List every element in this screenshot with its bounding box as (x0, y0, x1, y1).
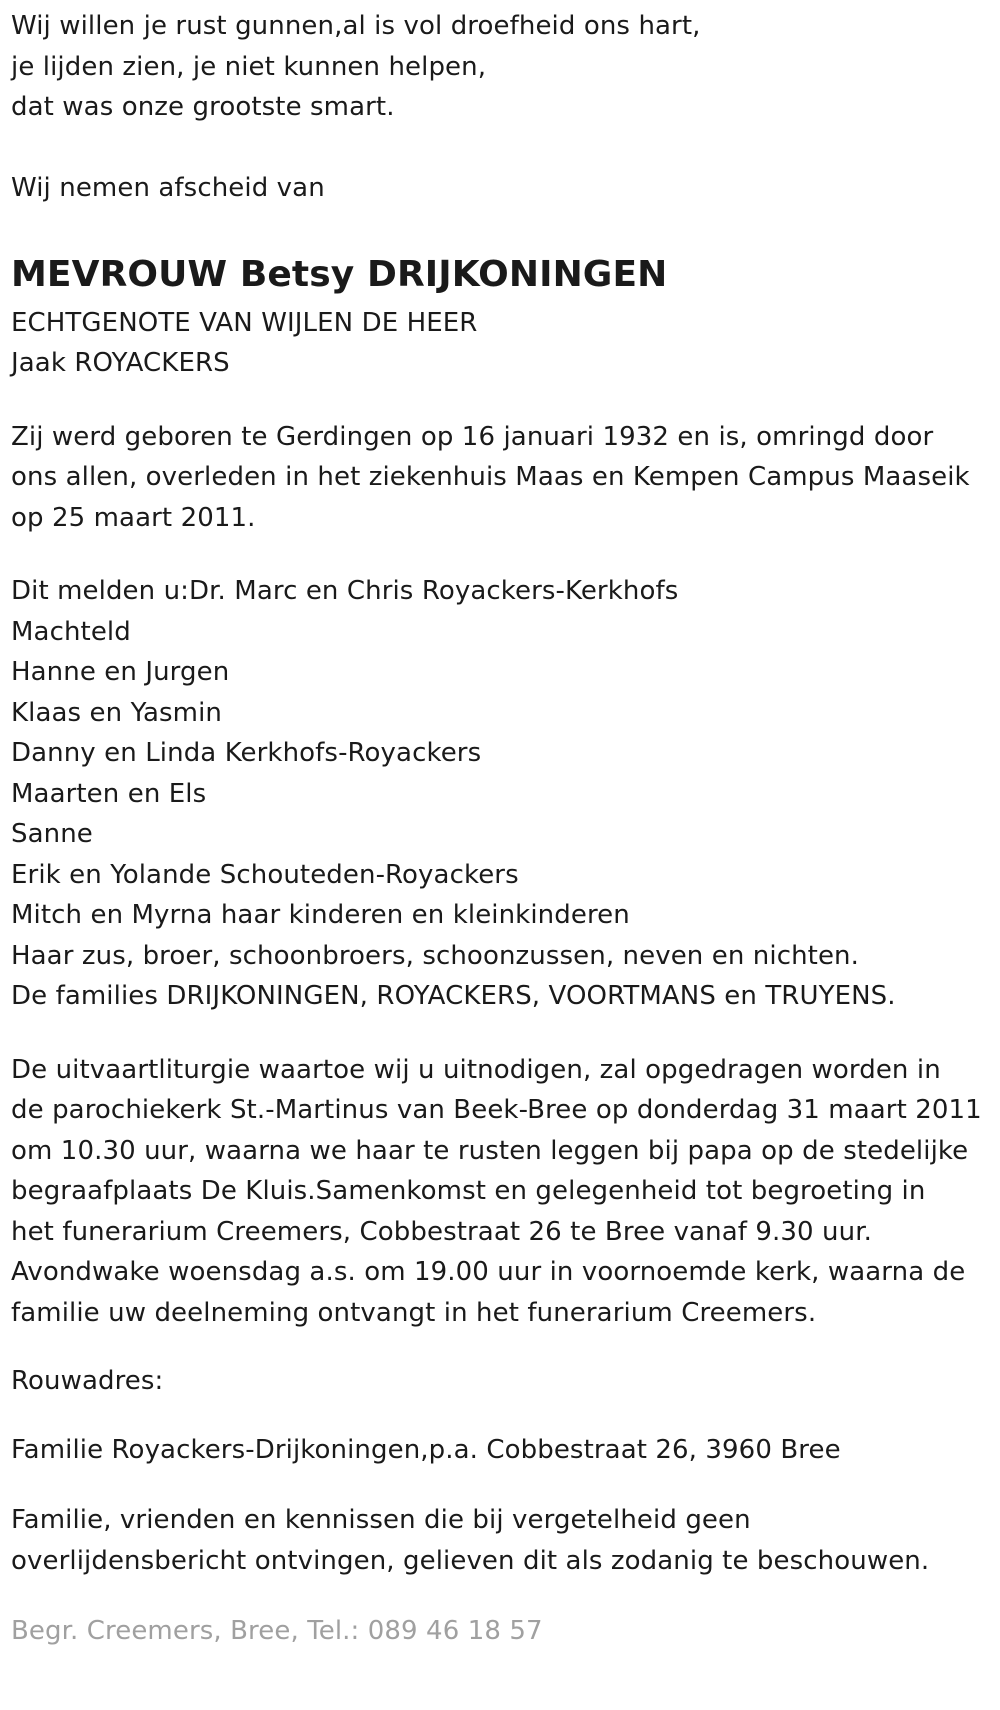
funeral-paragraph (11, 1050, 991, 1334)
birth-death-paragraph (11, 417, 991, 539)
paragraph-line: op 25 maart 2011. (11, 502, 256, 533)
paragraph-line: begraafplaats De Kluis.Samenkomst en gelegenheid tot begroeting in (11, 1176, 926, 1206)
paragraph-line: familie uw deelneming ontvangt in het funerarium Creemers. (11, 1297, 817, 1328)
poem-line: je lijden zien, je niet kunnen helpen, (11, 51, 487, 82)
announcer-line: Haar zus, broer, schoonbroers, schoonzussen, neven en nichten. (11, 940, 860, 971)
paragraph-line: Avondwake woensdag a.s. om 19.00 uur in voornoemde kerk, waarna de (11, 1257, 966, 1287)
obituary-document (11, 6, 991, 1652)
announcer-line: Klaas en Yasmin (11, 697, 222, 728)
poem (11, 6, 991, 128)
paragraph-line: het funerarium Creemers, Cobbestraat 26 te Bree vanaf 9.30 uur. (11, 1216, 872, 1247)
intro-text: Wij nemen afscheid van (11, 173, 325, 203)
announcers-list (11, 571, 991, 1017)
paragraph-line: De uitvaartliturgie waartoe wij u uitnodigen, zal opgedragen worden in (11, 1054, 941, 1085)
announcer-line: Sanne (11, 819, 93, 849)
funeral-director-footer: Begr. Creemers, Bree, Tel.: 089 46 18 57 (11, 1616, 543, 1646)
poem-line: dat was onze grootste smart. (11, 92, 395, 122)
spouse-name: Jaak ROYACKERS (11, 348, 230, 378)
paragraph-line: de parochiekerk St.-Martinus van Beek-Bree op donderdag 31 maart 2011 (11, 1095, 982, 1125)
paragraph-line: Familie, vrienden en kennissen die bij vergetelheid geen (11, 1505, 751, 1535)
closing-paragraph (11, 1500, 991, 1581)
poem-line: Wij willen je rust gunnen,al is vol droefheid ons hart, (11, 11, 701, 41)
paragraph-line: Zij werd geboren te Gerdingen op 16 januari 1932 en is, omringd door (11, 421, 934, 452)
announcer-line: Danny en Linda Kerkhofs-Royackers (11, 738, 482, 768)
deceased-relation: ECHTGENOTE VAN WIJLEN DE HEER (11, 307, 478, 338)
announcer-line: Machteld (11, 616, 131, 647)
paragraph-line: ons allen, overleden in het ziekenhuis Maas en Kempen Campus Maaseik (11, 462, 970, 492)
deceased-name: MEVROUW Betsy DRIJKONINGEN (11, 253, 668, 295)
paragraph-line: om 10.30 uur, waarna we haar te rusten leggen bij papa op de stedelijke (11, 1135, 969, 1166)
announcer-line: Maarten en Els (11, 778, 207, 809)
announcer-line: Hanne en Jurgen (11, 657, 230, 687)
announcer-line: Erik en Yolande Schouteden-Royackers (11, 859, 519, 890)
paragraph-line: overlijdensbericht ontvingen, gelieven dit als zodanig te beschouwen. (11, 1545, 930, 1576)
announcer-line: Dit melden u:Dr. Marc en Chris Royackers-Kerkhofs (11, 576, 679, 606)
mourning-address-label: Rouwadres: (11, 1366, 164, 1396)
mourning-address: Familie Royackers-Drijkoningen,p.a. Cobbestraat 26, 3960 Bree (11, 1434, 841, 1465)
announcer-line: Mitch en Myrna haar kinderen en kleinkinderen (11, 900, 630, 930)
announcer-line: De families DRIJKONINGEN, ROYACKERS, VOORTMANS en TRUYENS. (11, 981, 896, 1011)
